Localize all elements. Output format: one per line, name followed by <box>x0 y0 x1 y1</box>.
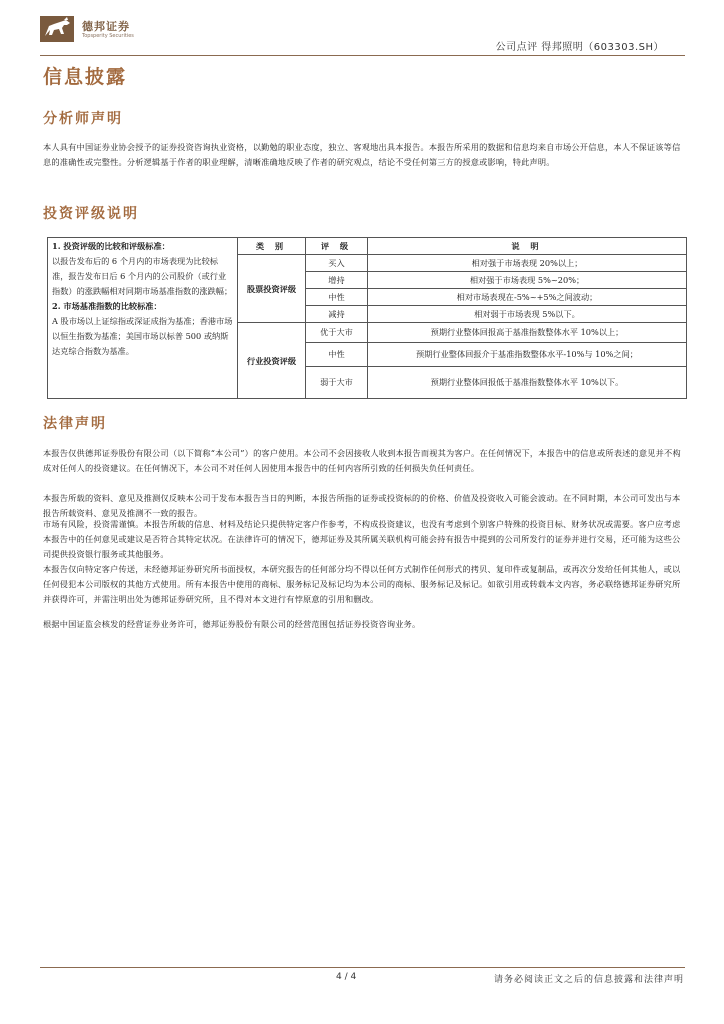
rating-level: 买入 <box>306 255 368 272</box>
criteria-title-2: 2. 市场基准指数的比较标准： <box>52 301 162 311</box>
criteria-text-1: 以报告发布后的 6 个月内的市场表现为比较标准，报告发布日后 6 个月内的公司股价（或行业指数）的涨跌幅相对同期市场基准指数的涨跌幅； <box>52 256 233 296</box>
stock-rating-category: 股票投资评级 <box>238 255 306 323</box>
page-header <box>40 14 684 54</box>
legal-paragraph-5: 根据中国证监会核发的经营证券业务许可，德邦证券股份有限公司的经营范围包括证券投资咨询业务。 <box>43 619 421 629</box>
company-logo <box>40 14 180 46</box>
rating-level: 减持 <box>306 306 368 323</box>
rating-level: 增持 <box>306 272 368 289</box>
page-title: 信息披露 <box>43 66 128 88</box>
legal-paragraph-1: 本报告仅供德邦证券股份有限公司（以下简称“本公司”）的客户使用。本公司不会因接收人收到本报告而视其为客户。在任何情况下，本报告中的信息或所表述的意见并不构成对任何人的投资建议。在任何情况下，本公司不对任何人因使用本报告中的任何内容所引致的任何损失负任何责任。 <box>43 448 681 473</box>
table-header-row <box>48 238 687 255</box>
rating-description: 相对市场表现在-5%~+5%之间波动； <box>368 289 687 306</box>
header-divider <box>40 55 685 56</box>
legal-paragraph-4: 本报告仅向特定客户传送，未经德邦证券研究所书面授权，本研究报告的任何部分均不得以任何方式制作任何形式的拷贝、复印件或复制品，或再次分发给任何其他人，或以任何侵犯本公司版权的其他方式使用。所有本报告中使用的商标、服务标记及标记均为本公司的商标、服务标记及标记。如欲引用或转载本文内容，务必联络德邦证券研究所并获得许可，并需注明出处为德邦证券研究所，且不得对本文进行有悖原意的引用和删改。 <box>43 564 681 604</box>
criteria-text-2: A 股市场以上证综指或深证成指为基准；香港市场以恒生指数为基准；美国市场以标普 500 或纳斯达克综合指数为基准。 <box>52 316 233 356</box>
rating-level: 优于大市 <box>306 323 368 343</box>
logo-en-text: Topsperity Securities <box>82 33 134 39</box>
rating-criteria <box>48 238 238 399</box>
logo-cn-text: 德邦证券 <box>82 20 130 33</box>
rating-level: 中性 <box>306 289 368 306</box>
rating-level: 中性 <box>306 343 368 367</box>
analyst-statement: 本人具有中国证券业协会授予的证券投资咨询执业资格，以勤勉的职业态度，独立、客观地出具本报告。本报告所采用的数据和信息均来自市场公开信息，本人不保证该等信息的准确性或完整性。分析逻辑基于作者的职业理解，清晰准确地反映了作者的研究观点，结论不受任何第三方的授意或影响，特此声明。 <box>43 142 681 167</box>
rating-description: 相对强于市场表现 5%~20%； <box>368 272 687 289</box>
legal-paragraph-2: 本报告所载的资料、意见及推测仅反映本公司于发布本报告当日的判断，本报告所指的证券或投资标的的价格、价值及投资收入可能会波动。在不同时期，本公司可发出与本报告所载资料、意见及推测不一致的报告。 <box>43 493 681 518</box>
column-header-category: 类 别 <box>238 238 306 255</box>
analyst-heading: 分析师声明 <box>43 111 123 127</box>
industry-rating-category: 行业投资评级 <box>238 323 306 399</box>
report-meta: 公司点评 得邦照明（603303.SH） <box>495 42 664 53</box>
rating-level: 弱于大市 <box>306 367 368 399</box>
column-header-level: 评 级 <box>306 238 368 255</box>
rating-heading: 投资评级说明 <box>43 206 139 222</box>
rating-description: 预期行业整体回报高于基准指数整体水平 10%以上； <box>368 323 687 343</box>
criteria-title-1: 1. 投资评级的比较和评级标准： <box>52 241 170 251</box>
rating-description: 预期行业整体回报低于基准指数整体水平 10%以下。 <box>368 367 687 399</box>
page-number: 4 / 4 <box>336 972 357 982</box>
legal-heading: 法律声明 <box>43 416 107 432</box>
legal-paragraph-3: 市场有风险，投资需谨慎。本报告所载的信息、材料及结论只提供特定客户作参考，不构成投资建议，也没有考虑到个别客户特殊的投资目标、财务状况或需要。客户应考虑本报告中的任何意见或建议是否符合其特定状况。在法律许可的情况下，德邦证券及其所属关联机构可能会持有报告中提到的公司所发行的证券并进行交易，还可能为这些公司提供投资银行服务或其他服务。 <box>43 519 681 559</box>
footer-divider <box>40 967 685 968</box>
footer-disclaimer-note: 请务必阅读正文之后的信息披露和法律声明 <box>493 975 684 985</box>
rating-table <box>47 237 687 399</box>
rating-description: 相对强于市场表现 20%以上； <box>368 255 687 272</box>
column-header-description: 说 明 <box>368 238 687 255</box>
rating-description: 预期行业整体回报介于基准指数整体水平-10%与 10%之间； <box>368 343 687 367</box>
rating-description: 相对弱于市场表现 5%以下。 <box>368 306 687 323</box>
bull-logo-icon <box>40 16 74 42</box>
